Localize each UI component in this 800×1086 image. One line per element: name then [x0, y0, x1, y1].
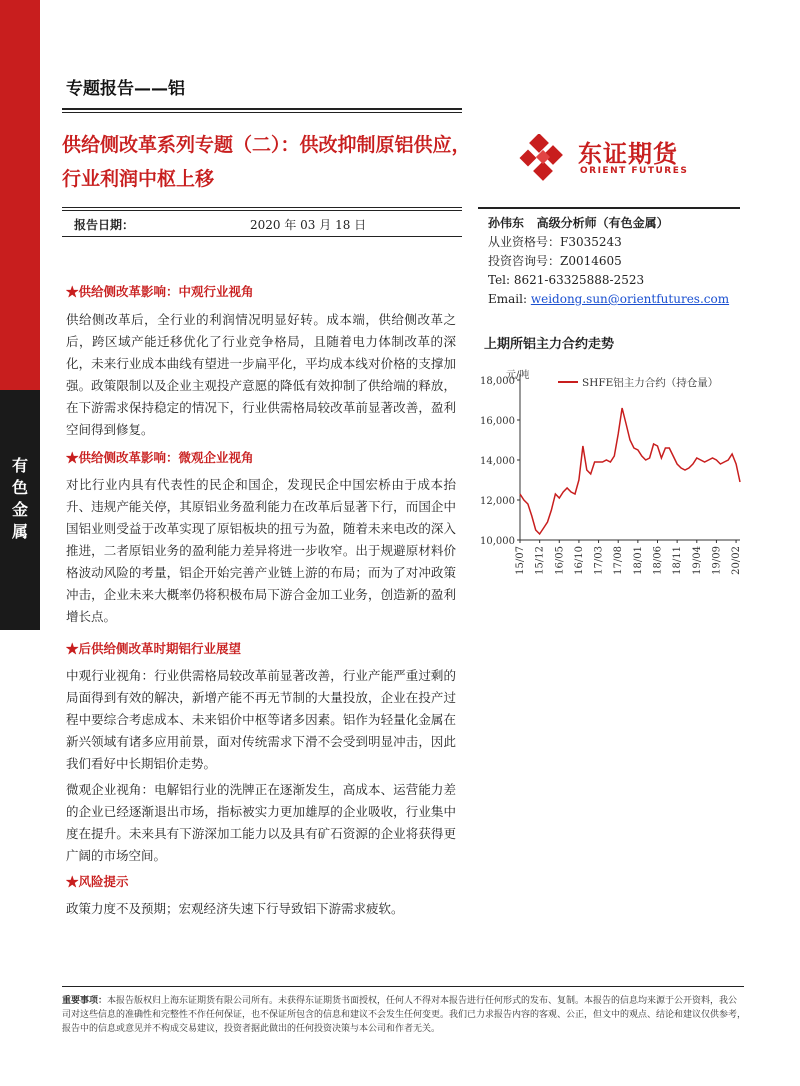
y-axis-unit: 元/吨: [506, 370, 530, 381]
x-tick-label: 17/08: [613, 546, 625, 575]
section-heading-4: ★风险提示: [66, 874, 129, 889]
report-date-label: 报告日期：: [74, 218, 135, 232]
y-tick-label: 18,000: [480, 376, 515, 387]
x-tick-label: 20/02: [731, 546, 743, 575]
x-tick-label: 19/09: [711, 546, 723, 575]
analyst-license: 从业资格号：F3035243: [488, 235, 622, 249]
side-bar-red: [0, 0, 40, 390]
aluminum-price-chart: [478, 364, 748, 582]
email-link[interactable]: weidong.sun@orientfutures.com: [530, 292, 730, 306]
report-date-band: [62, 207, 462, 237]
x-tick-label: 18/11: [672, 546, 684, 575]
x-tick-label: 16/05: [554, 546, 566, 575]
y-tick-label: 12,000: [480, 496, 515, 507]
report-date-value: 2020 年 03 月 18 日: [250, 218, 367, 232]
section-heading-3: ★后供给侧改革时期铝行业展望: [66, 641, 242, 656]
header-rule-thin: [62, 112, 462, 113]
email-label: Email:: [488, 292, 531, 306]
legend-label: SHFE铝主力合约（持仓量）: [582, 377, 719, 389]
y-tick-label: 14,000: [480, 456, 515, 467]
risk-paragraph: 政策力度不及预期；宏观经济失速下行导致铝下游需求疲软。: [66, 901, 404, 916]
analyst-rule: [478, 207, 740, 209]
chart-title: 上期所铝主力合约走势: [484, 337, 615, 352]
side-label-char: 金: [11, 500, 28, 519]
section-2-paragraph: 对比行业内具有代表性的民企和国企，发现民企中国宏桥由于成本抬升、违规产能关停，其原铝业务盈利能力在改革后显著下行，而国企中国铝业则受益于改革实现了原铝板块的扭亏为盈，随着未来电改的深入推进，二者原铝业务的盈利能力差异将进一步收窄。出于规避原材料价格波动风险的考量，铝企开始完善产业链上游的布局；而为了对冲政策冲击，企业未来大概率仍将积极布局下游合金加工业务，创造新的盈利增长点。: [66, 477, 456, 624]
analyst-role: 高级分析师（有色金属）: [536, 216, 669, 230]
analyst-consult-id: 投资咨询号：Z0014605: [488, 254, 622, 268]
footer-rule: [62, 986, 744, 987]
y-tick-label: 10,000: [480, 536, 515, 547]
analyst-email-row: [488, 290, 748, 309]
disclaimer: [62, 994, 746, 1036]
disclaimer-label: 重要事项：: [62, 996, 108, 1006]
section-3-paragraph-1: 中观行业视角：行业供需格局较改革前显著改善，行业产能严重过剩的局面得到有效的解决，新增产能不再无节制的大量投放，企业在投产过程中要综合考虑成本、未来铝价中枢等诸多因素。铝作为轻量化金属在新兴领域有诸多应用前景，面对传统需求下滑不会受到明显冲击，因此我们看好中长期铝价走势。: [66, 668, 456, 771]
section-heading-2: ★供给侧改革影响：微观企业视角: [66, 450, 254, 465]
logo-text-en: ORIENT FUTURES: [580, 166, 689, 176]
side-label-char: 属: [11, 522, 28, 541]
analyst-title-row: [488, 214, 748, 233]
x-tick-label: 16/10: [573, 546, 585, 575]
analyst-tel: Tel: 8621-63325888-2523: [488, 273, 645, 287]
analyst-info: [488, 214, 748, 309]
company-logo: [518, 132, 718, 184]
side-category-label: [0, 455, 40, 543]
analyst-name: 孙伟东: [488, 216, 525, 230]
section-3-paragraph-2: 微观企业视角：电解铝行业的洗牌正在逐渐发生，高成本、运营能力差的企业已经逐渐退出市场，指标被实力更加雄厚的企业吸收，行业集中度在提升。未来具有下游深加工能力以及具有矿石资源的企业将获得更广阔的市场空间。: [66, 782, 456, 863]
series-line-shfe-aluminum: [520, 408, 740, 534]
section-heading-1: ★供给侧改革影响：中观行业视角: [66, 284, 254, 299]
logo-text-cn: 东证期货: [578, 140, 678, 168]
y-tick-label: 16,000: [480, 416, 515, 427]
side-label-char: 色: [11, 478, 28, 497]
x-tick-label: 15/07: [515, 546, 526, 575]
report-type: 专题报告——铝: [66, 79, 185, 99]
header-rule: [62, 108, 462, 110]
x-tick-label: 18/06: [652, 546, 664, 575]
side-label-char: 有: [11, 456, 28, 475]
x-tick-label: 18/01: [632, 546, 644, 575]
report-title: 供给侧改革系列专题（二）：供改抑制原铝供应，行业利润中枢上移: [62, 134, 471, 190]
x-tick-label: 19/04: [691, 546, 703, 575]
logo-mark-icon: [518, 134, 570, 186]
x-tick-label: 17/03: [593, 546, 605, 575]
x-tick-label: 15/12: [534, 546, 546, 575]
section-1-paragraph: 供给侧改革后，全行业的利润情况明显好转。成本端，供给侧改革之后，跨区域产能迁移优化了行业竞争格局，且随着电力体制改革的深化，未来行业成本曲线有望进一步扁平化，平均成本线对价格的支撑加强。政策限制以及企业主观投产意愿的降低有效抑制了供给端的释放，在下游需求保持稳定的情况下，行业供需格局较改革前显著改善，盈利空间得到修复。: [66, 312, 456, 437]
disclaimer-text: 本报告版权归上海东证期货有限公司所有。未获得东证期货书面授权，任何人不得对本报告进行任何形式的发布、复制。本报告的信息均来源于公开资料，我公司对这些信息的准确性和完整性不作任何保证，也不保证所包含的信息和建议不会发生任何变更。我们已力求报告内容的客观、公正，但文中的观点、结论和建议仅供参考，报告中的信息或意见并不构成交易建议，投资者据此做出的任何投资决策与本公司和作者无关。: [62, 996, 747, 1034]
